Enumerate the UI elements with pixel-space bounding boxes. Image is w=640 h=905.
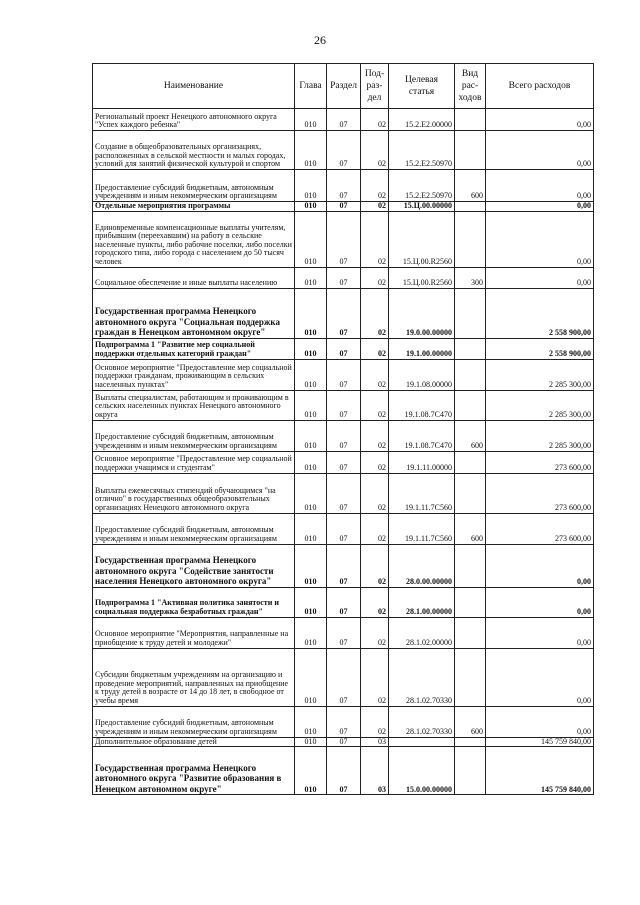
header-total: Всего расходов (486, 64, 594, 109)
header-vid (455, 64, 486, 109)
cell-target: 19.0.00.00000 (389, 288, 455, 338)
table-row (93, 544, 594, 587)
cell-razdel: 07 (327, 170, 361, 202)
table-row (93, 170, 594, 202)
cell-vid (455, 617, 486, 648)
cell-target: 19.1.11.7C560 (389, 473, 455, 513)
cell-podrazdel: 02 (361, 211, 389, 267)
cell-podrazdel: 02 (361, 451, 389, 473)
cell-vid (455, 473, 486, 513)
cell-razdel: 07 (327, 617, 361, 648)
cell-total: 273 600,00 (486, 473, 594, 513)
cell-glava: 010 (295, 131, 327, 170)
cell-razdel: 07 (327, 267, 361, 288)
cell-vid (455, 211, 486, 267)
header-vid-3: ходов (458, 93, 482, 103)
cell-vid: 300 (455, 267, 486, 288)
cell-name: Государственная программа Ненецкого автономного округа "Социальная поддержка граждан в Ненецком автономном округе" (93, 288, 295, 338)
table-row (93, 131, 594, 170)
cell-podrazdel: 02 (361, 288, 389, 338)
cell-target: 15.2.E2.00000 (389, 109, 455, 131)
cell-razdel: 07 (327, 202, 361, 212)
cell-vid: 600 (455, 420, 486, 451)
table-row (93, 109, 594, 131)
cell-total: 0,00 (486, 131, 594, 170)
cell-vid (455, 451, 486, 473)
cell-glava: 010 (295, 648, 327, 706)
cell-podrazdel: 02 (361, 513, 389, 544)
cell-vid (455, 737, 486, 747)
cell-name: Дополнительное образование детей (93, 737, 295, 747)
header-podrazdel-3: дел (367, 93, 382, 103)
cell-vid (455, 587, 486, 617)
cell-target: 19.1.11.7C560 (389, 513, 455, 544)
table-row (93, 513, 594, 544)
cell-razdel: 07 (327, 648, 361, 706)
cell-target: 15.Ц.00.R2560 (389, 211, 455, 267)
cell-total: 0,00 (486, 267, 594, 288)
cell-glava: 010 (295, 587, 327, 617)
cell-name: Субсидии бюджетным учреждениям на организацию и проведение мероприятий, направленных на приобщение к труду детей в возрасте от 14 до 18 лет, в свободное от учебы время (93, 648, 295, 706)
cell-target: 28.1.00.00000 (389, 587, 455, 617)
cell-total: 0,00 (486, 202, 594, 212)
cell-vid (455, 288, 486, 338)
cell-podrazdel: 02 (361, 338, 389, 359)
cell-razdel: 07 (327, 513, 361, 544)
cell-glava: 010 (295, 706, 327, 737)
table-row (93, 211, 594, 267)
cell-name: Основное мероприятие "Предоставление мер социальной поддержки учащимся и студентам" (93, 451, 295, 473)
table-row (93, 587, 594, 617)
cell-podrazdel: 02 (361, 131, 389, 170)
cell-glava: 010 (295, 170, 327, 202)
cell-vid: 600 (455, 513, 486, 544)
cell-total: 0,00 (486, 109, 594, 131)
cell-target: 15.Ц.00.00000 (389, 202, 455, 212)
table-row (93, 706, 594, 737)
cell-vid (455, 747, 486, 795)
cell-razdel: 07 (327, 109, 361, 131)
cell-vid (455, 338, 486, 359)
cell-podrazdel: 02 (361, 390, 389, 420)
cell-razdel: 07 (327, 420, 361, 451)
cell-razdel: 07 (327, 737, 361, 747)
header-vid-2: рас- (461, 81, 479, 91)
cell-podrazdel: 02 (361, 202, 389, 212)
table-header-row (93, 64, 594, 109)
cell-name: Подпрограмма 1 "Развитие мер социальной поддержки отдельных категорий граждан" (93, 338, 295, 359)
cell-podrazdel: 02 (361, 473, 389, 513)
cell-total: 2 285 300,00 (486, 390, 594, 420)
cell-name: Государственная программа Ненецкого автономного округа "Содействие занятости населения Ненецкого автономного округа" (93, 544, 295, 587)
cell-target: 28.1.02.00000 (389, 617, 455, 648)
cell-total: 145 759 840,00 (486, 737, 594, 747)
cell-target: 28.1.02.70330 (389, 706, 455, 737)
cell-total: 0,00 (486, 617, 594, 648)
table-row (93, 451, 594, 473)
cell-target: 19.1.08.7C470 (389, 390, 455, 420)
header-name: Наименование (93, 64, 295, 109)
page-number: 26 (314, 33, 326, 47)
cell-razdel: 07 (327, 706, 361, 737)
cell-razdel: 07 (327, 587, 361, 617)
cell-podrazdel: 03 (361, 737, 389, 747)
cell-total: 0,00 (486, 648, 594, 706)
header-vid-1: Вид (461, 69, 479, 79)
cell-razdel: 07 (327, 359, 361, 390)
table-row (93, 202, 594, 212)
cell-target: 19.1.11.00000 (389, 451, 455, 473)
cell-podrazdel: 02 (361, 359, 389, 390)
cell-total: 0,00 (486, 544, 594, 587)
cell-podrazdel: 02 (361, 544, 389, 587)
header-target-2: статья (408, 87, 435, 97)
header-target-1: Целевая (405, 75, 438, 85)
table-row (93, 617, 594, 648)
header-podrazdel-2: раз- (366, 81, 383, 91)
cell-podrazdel: 02 (361, 267, 389, 288)
cell-name: Предоставление субсидий бюджетным, автономным учреждениям и иным некоммерческим организациям (93, 513, 295, 544)
cell-name: Создание в общеобразовательных организациях, расположенных в сельской местности и малых городах, условий для занятий физической культурой и спортом (93, 131, 295, 170)
table-row (93, 737, 594, 747)
cell-total: 2 558 900,00 (486, 288, 594, 338)
header-glava: Глава (295, 64, 327, 109)
cell-total: 2 285 300,00 (486, 359, 594, 390)
cell-total: 0,00 (486, 587, 594, 617)
cell-glava: 010 (295, 513, 327, 544)
cell-glava: 010 (295, 420, 327, 451)
cell-razdel: 07 (327, 338, 361, 359)
cell-glava: 010 (295, 109, 327, 131)
cell-name: Предоставление субсидий бюджетным, автономным учреждениям и иным некоммерческим организациям (93, 706, 295, 737)
cell-name: Социальное обеспечение и иные выплаты населению (93, 267, 295, 288)
cell-vid (455, 544, 486, 587)
cell-name: Отдельные мероприятия программы (93, 202, 295, 212)
cell-vid (455, 648, 486, 706)
cell-target: 15.0.00.00000 (389, 747, 455, 795)
cell-total: 2 558 900,00 (486, 338, 594, 359)
cell-target: 19.1.08.7C470 (389, 420, 455, 451)
cell-total: 2 285 300,00 (486, 420, 594, 451)
cell-podrazdel: 02 (361, 587, 389, 617)
cell-razdel: 07 (327, 747, 361, 795)
table-row (93, 267, 594, 288)
cell-vid (455, 202, 486, 212)
table-row (93, 648, 594, 706)
cell-total: 0,00 (486, 170, 594, 202)
cell-name: Предоставление субсидий бюджетным, автономным учреждениям и иным некоммерческим организациям (93, 420, 295, 451)
cell-name: Выплаты специалистам, работающим и проживающим в сельских населенных пунктах Ненецкого автономного округа (93, 390, 295, 420)
cell-target: 19.1.00.00000 (389, 338, 455, 359)
cell-name: Подпрограмма 1 "Активная политика занятости и социальная поддержка безработных граждан" (93, 587, 295, 617)
cell-podrazdel: 02 (361, 706, 389, 737)
table-row (93, 288, 594, 338)
cell-podrazdel: 02 (361, 109, 389, 131)
cell-total: 145 759 840,00 (486, 747, 594, 795)
cell-razdel: 07 (327, 544, 361, 587)
cell-vid (455, 131, 486, 170)
cell-total: 0,00 (486, 211, 594, 267)
cell-glava: 010 (295, 544, 327, 587)
cell-name: Единовременные компенсационные выплаты учителям, прибывшим (переехавшим) на работу в сельские населенные пункты, либо рабочие поселки, либо поселки городского типа, либо города с населением до 50 тысяч человек (93, 211, 295, 267)
cell-target: 28.1.02.70330 (389, 648, 455, 706)
header-target (389, 64, 455, 109)
cell-target: 15.2.E2.50970 (389, 131, 455, 170)
cell-glava: 010 (295, 617, 327, 648)
table-row (93, 473, 594, 513)
cell-target (389, 737, 455, 747)
cell-total: 273 600,00 (486, 513, 594, 544)
cell-vid (455, 109, 486, 131)
cell-name: Основное мероприятие "Предоставление мер социальной поддержки гражданам, проживающим в сельских населенных пунктах" (93, 359, 295, 390)
header-razdel: Раздел (327, 64, 361, 109)
cell-podrazdel: 02 (361, 648, 389, 706)
cell-glava: 010 (295, 338, 327, 359)
cell-razdel: 07 (327, 288, 361, 338)
cell-target: 28.0.00.00000 (389, 544, 455, 587)
cell-razdel: 07 (327, 451, 361, 473)
cell-glava: 010 (295, 288, 327, 338)
cell-glava: 010 (295, 267, 327, 288)
cell-glava: 010 (295, 737, 327, 747)
header-podrazdel (361, 64, 389, 109)
cell-name: Основное мероприятие "Мероприятия, направленные на приобщение к труду детей и молодежи" (93, 617, 295, 648)
cell-glava: 010 (295, 202, 327, 212)
cell-podrazdel: 02 (361, 420, 389, 451)
cell-podrazdel: 02 (361, 617, 389, 648)
cell-name: Выплаты ежемесячных стипендий обучающимся "на отлично" в государственных общеобразовательных организациях Ненецкого автономного округа (93, 473, 295, 513)
cell-vid (455, 359, 486, 390)
cell-podrazdel: 03 (361, 747, 389, 795)
cell-glava: 010 (295, 359, 327, 390)
cell-vid (455, 390, 486, 420)
cell-glava: 010 (295, 451, 327, 473)
cell-razdel: 07 (327, 131, 361, 170)
cell-total: 273 600,00 (486, 451, 594, 473)
table-row (93, 359, 594, 390)
cell-target: 19.1.08.00000 (389, 359, 455, 390)
cell-name: Предоставление субсидий бюджетным, автономным учреждениям и иным некоммерческим организациям (93, 170, 295, 202)
cell-glava: 010 (295, 390, 327, 420)
cell-razdel: 07 (327, 211, 361, 267)
cell-name: Государственная программа Ненецкого автономного округа "Развитие образования в Ненецком автономном округе" (93, 747, 295, 795)
cell-target: 15.Ц.00.R2560 (389, 267, 455, 288)
cell-razdel: 07 (327, 390, 361, 420)
cell-glava: 010 (295, 211, 327, 267)
expenses-table (92, 63, 594, 795)
header-podrazdel-1: Под- (364, 69, 385, 79)
cell-vid: 600 (455, 170, 486, 202)
cell-target: 15.2.E2.50970 (389, 170, 455, 202)
table-body (93, 109, 594, 795)
table-row (93, 747, 594, 795)
cell-podrazdel: 02 (361, 170, 389, 202)
table-row (93, 338, 594, 359)
cell-glava: 010 (295, 747, 327, 795)
cell-vid: 600 (455, 706, 486, 737)
cell-razdel: 07 (327, 473, 361, 513)
cell-glava: 010 (295, 473, 327, 513)
cell-name: Региональный проект Ненецкого автономного округа "Успех каждого ребенка" (93, 109, 295, 131)
cell-total: 0,00 (486, 706, 594, 737)
table-row (93, 390, 594, 420)
table-row (93, 420, 594, 451)
